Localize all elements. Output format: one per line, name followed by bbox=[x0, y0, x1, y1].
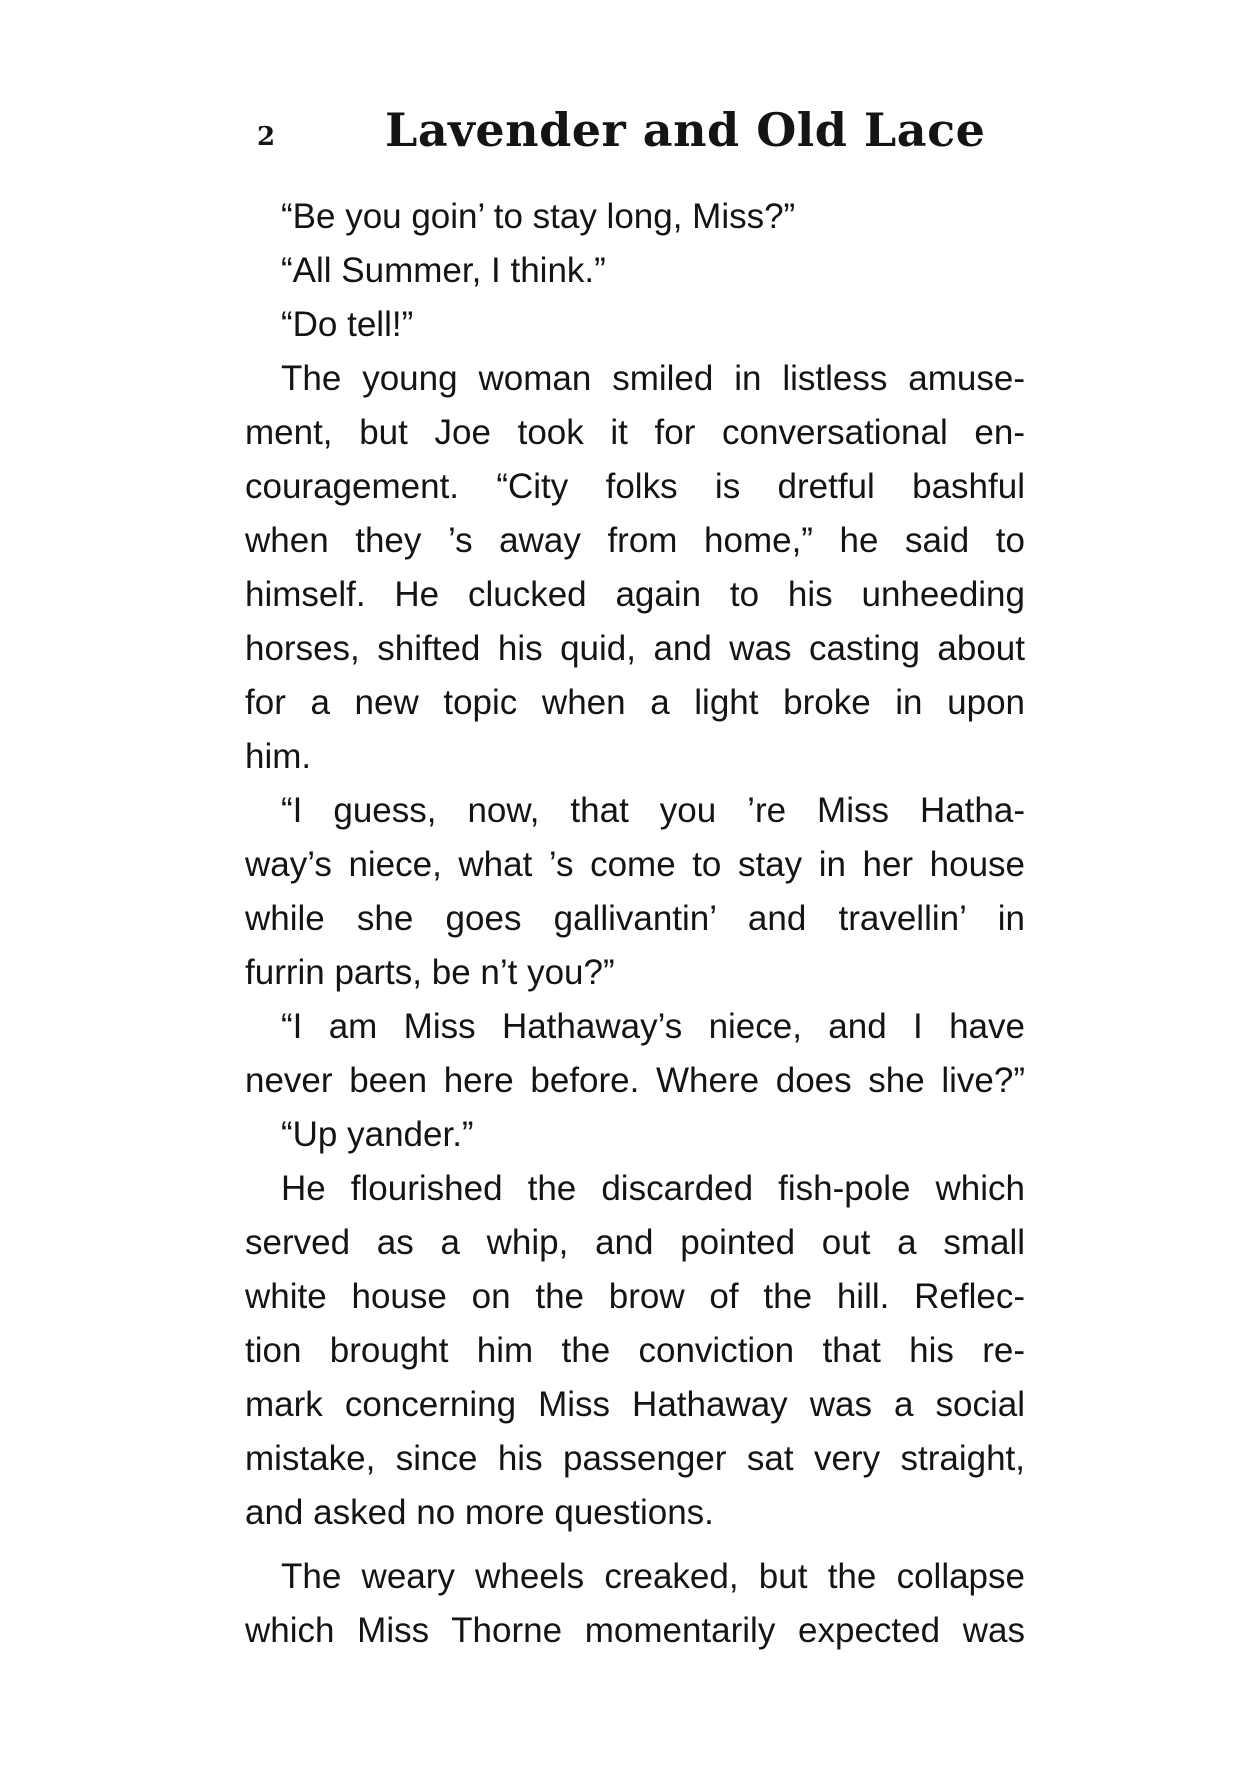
text-line: served as a whip, and pointed out a small bbox=[245, 1223, 1025, 1262]
text-line: He flourished the discarded fish-pole which bbox=[281, 1169, 1025, 1208]
paragraph-gap bbox=[245, 1540, 1025, 1550]
text-line: white house on the brow of the hill. Reflec- bbox=[245, 1277, 1025, 1316]
text-line: The young woman smiled in listless amuse- bbox=[281, 359, 1025, 398]
text-line: furrin parts, be n’t you?” bbox=[245, 953, 615, 992]
text-line: himself. He clucked again to his unheeding bbox=[245, 575, 1025, 614]
text-line: when they ’s away from home,” he said to bbox=[245, 521, 1025, 560]
text-line: couragement. “City folks is dretful bashful bbox=[245, 467, 1025, 506]
text-line: which Miss Thorne momentarily expected was bbox=[245, 1611, 1025, 1650]
text-line: him. bbox=[245, 737, 312, 776]
text-line: “I guess, now, that you ’re Miss Hatha- bbox=[281, 791, 1025, 830]
text-line: The weary wheels creaked, but the collapse bbox=[281, 1557, 1025, 1596]
text-line: “I am Miss Hathaway’s niece, and I have bbox=[281, 1007, 1025, 1046]
text-line: mark concerning Miss Hathaway was a social bbox=[245, 1385, 1025, 1424]
text-line: never been here before. Where does she live?” bbox=[245, 1061, 1025, 1100]
text-line: ment, but Joe took it for conversational en- bbox=[245, 413, 1025, 452]
text-line: for a new topic when a light broke in upon bbox=[245, 683, 1025, 722]
text-line: while she goes gallivantin’ and travellin’ in bbox=[245, 899, 1025, 938]
text-line: “Up yander.” bbox=[281, 1115, 474, 1154]
text-line: way’s niece, what ’s come to stay in her house bbox=[245, 845, 1025, 884]
text-line: “Be you goin’ to stay long, Miss?” bbox=[281, 197, 796, 236]
page-number: 2 bbox=[257, 122, 276, 152]
text-line: horses, shifted his quid, and was casting about bbox=[245, 629, 1025, 668]
text-line: “All Summer, I think.” bbox=[281, 251, 606, 290]
text-line: tion brought him the conviction that his re- bbox=[245, 1331, 1025, 1370]
text-line: and asked no more questions. bbox=[245, 1493, 714, 1532]
page-header bbox=[245, 100, 1025, 170]
text-line: mistake, since his passenger sat very straight, bbox=[245, 1439, 1025, 1478]
body-text bbox=[245, 190, 1025, 1658]
text-line: “Do tell!” bbox=[281, 305, 414, 344]
running-title: Lavender and Old Lace bbox=[385, 103, 986, 157]
